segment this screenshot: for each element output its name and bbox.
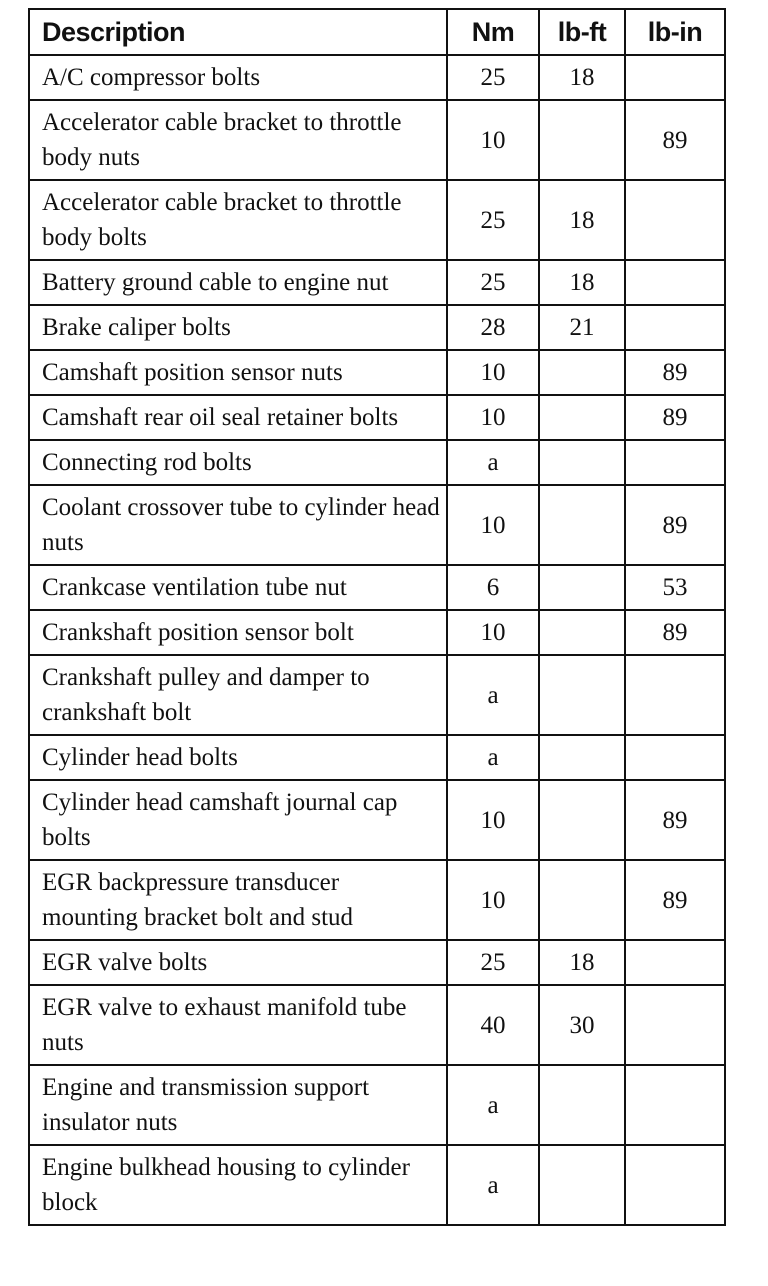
row-description: Engine and transmission support insulator nuts bbox=[29, 1065, 447, 1145]
row-description: Camshaft rear oil seal retainer bolts bbox=[29, 395, 447, 440]
row-description: Cylinder head camshaft journal cap bolts bbox=[29, 780, 447, 860]
row-lb-in bbox=[625, 180, 725, 260]
row-lb-in: 89 bbox=[625, 485, 725, 565]
row-description: Camshaft position sensor nuts bbox=[29, 350, 447, 395]
row-lb-ft bbox=[539, 350, 625, 395]
row-nm: 10 bbox=[447, 610, 539, 655]
table-row bbox=[29, 610, 725, 655]
row-lb-ft bbox=[539, 395, 625, 440]
table-row bbox=[29, 565, 725, 610]
row-lb-ft: 21 bbox=[539, 305, 625, 350]
row-lb-in: 89 bbox=[625, 610, 725, 655]
row-lb-in: 89 bbox=[625, 350, 725, 395]
row-description: EGR valve to exhaust manifold tube nuts bbox=[29, 985, 447, 1065]
row-nm: 40 bbox=[447, 985, 539, 1065]
table-row bbox=[29, 260, 725, 305]
table-row bbox=[29, 485, 725, 565]
row-lb-ft bbox=[539, 485, 625, 565]
header-row bbox=[29, 9, 725, 55]
row-lb-ft: 30 bbox=[539, 985, 625, 1065]
row-lb-in: 89 bbox=[625, 395, 725, 440]
table-row bbox=[29, 350, 725, 395]
row-lb-in bbox=[625, 55, 725, 100]
table-row bbox=[29, 440, 725, 485]
row-nm: 25 bbox=[447, 55, 539, 100]
row-nm: 25 bbox=[447, 180, 539, 260]
row-description: Accelerator cable bracket to throttle body bolts bbox=[29, 180, 447, 260]
row-nm: a bbox=[447, 1065, 539, 1145]
table-row bbox=[29, 1065, 725, 1145]
row-lb-in bbox=[625, 305, 725, 350]
row-lb-in: 89 bbox=[625, 780, 725, 860]
table-row bbox=[29, 735, 725, 780]
torque-spec-table bbox=[28, 8, 726, 1226]
row-description: Crankshaft pulley and damper to crankshaft bolt bbox=[29, 655, 447, 735]
row-lb-in bbox=[625, 985, 725, 1065]
row-lb-ft bbox=[539, 780, 625, 860]
row-description: Engine bulkhead housing to cylinder block bbox=[29, 1145, 447, 1225]
row-description: EGR backpressure transducer mounting bracket bolt and stud bbox=[29, 860, 447, 940]
row-nm: 10 bbox=[447, 350, 539, 395]
table-row bbox=[29, 655, 725, 735]
row-lb-ft bbox=[539, 655, 625, 735]
row-lb-in bbox=[625, 735, 725, 780]
table-row bbox=[29, 985, 725, 1065]
row-lb-ft: 18 bbox=[539, 260, 625, 305]
row-nm: a bbox=[447, 655, 539, 735]
table-row bbox=[29, 780, 725, 860]
row-lb-ft bbox=[539, 610, 625, 655]
table-row bbox=[29, 1145, 725, 1225]
row-lb-in bbox=[625, 655, 725, 735]
row-lb-ft bbox=[539, 735, 625, 780]
row-nm: 28 bbox=[447, 305, 539, 350]
row-lb-in: 89 bbox=[625, 860, 725, 940]
row-description: Battery ground cable to engine nut bbox=[29, 260, 447, 305]
header-nm: Nm bbox=[447, 9, 539, 55]
row-description: Cylinder head bolts bbox=[29, 735, 447, 780]
row-lb-ft: 18 bbox=[539, 940, 625, 985]
row-nm: 6 bbox=[447, 565, 539, 610]
row-lb-ft bbox=[539, 565, 625, 610]
row-nm: 10 bbox=[447, 860, 539, 940]
row-nm: 25 bbox=[447, 940, 539, 985]
row-nm: 10 bbox=[447, 485, 539, 565]
row-lb-in bbox=[625, 1065, 725, 1145]
row-description: Accelerator cable bracket to throttle body nuts bbox=[29, 100, 447, 180]
row-lb-ft: 18 bbox=[539, 180, 625, 260]
row-nm: a bbox=[447, 440, 539, 485]
table-row bbox=[29, 180, 725, 260]
row-lb-ft: 18 bbox=[539, 55, 625, 100]
header-description: Description bbox=[29, 9, 447, 55]
row-lb-ft bbox=[539, 100, 625, 180]
header-lb-in: lb-in bbox=[625, 9, 725, 55]
table-row bbox=[29, 940, 725, 985]
row-lb-in: 53 bbox=[625, 565, 725, 610]
row-nm: a bbox=[447, 1145, 539, 1225]
row-nm: 10 bbox=[447, 780, 539, 860]
row-nm: a bbox=[447, 735, 539, 780]
row-description: Coolant crossover tube to cylinder head nuts bbox=[29, 485, 447, 565]
row-nm: 10 bbox=[447, 100, 539, 180]
row-lb-in bbox=[625, 1145, 725, 1225]
row-description: Crankshaft position sensor bolt bbox=[29, 610, 447, 655]
row-description: A/C compressor bolts bbox=[29, 55, 447, 100]
table-row bbox=[29, 305, 725, 350]
row-description: Connecting rod bolts bbox=[29, 440, 447, 485]
row-lb-in bbox=[625, 440, 725, 485]
table-row bbox=[29, 100, 725, 180]
row-lb-in bbox=[625, 260, 725, 305]
row-description: Brake caliper bolts bbox=[29, 305, 447, 350]
row-nm: 25 bbox=[447, 260, 539, 305]
row-lb-ft bbox=[539, 1065, 625, 1145]
table-row bbox=[29, 395, 725, 440]
row-lb-ft bbox=[539, 860, 625, 940]
row-lb-in bbox=[625, 940, 725, 985]
table-row bbox=[29, 860, 725, 940]
row-description: Crankcase ventilation tube nut bbox=[29, 565, 447, 610]
header-lb-ft: lb-ft bbox=[539, 9, 625, 55]
row-lb-in: 89 bbox=[625, 100, 725, 180]
row-nm: 10 bbox=[447, 395, 539, 440]
row-lb-ft bbox=[539, 440, 625, 485]
row-lb-ft bbox=[539, 1145, 625, 1225]
table-row bbox=[29, 55, 725, 100]
row-description: EGR valve bolts bbox=[29, 940, 447, 985]
